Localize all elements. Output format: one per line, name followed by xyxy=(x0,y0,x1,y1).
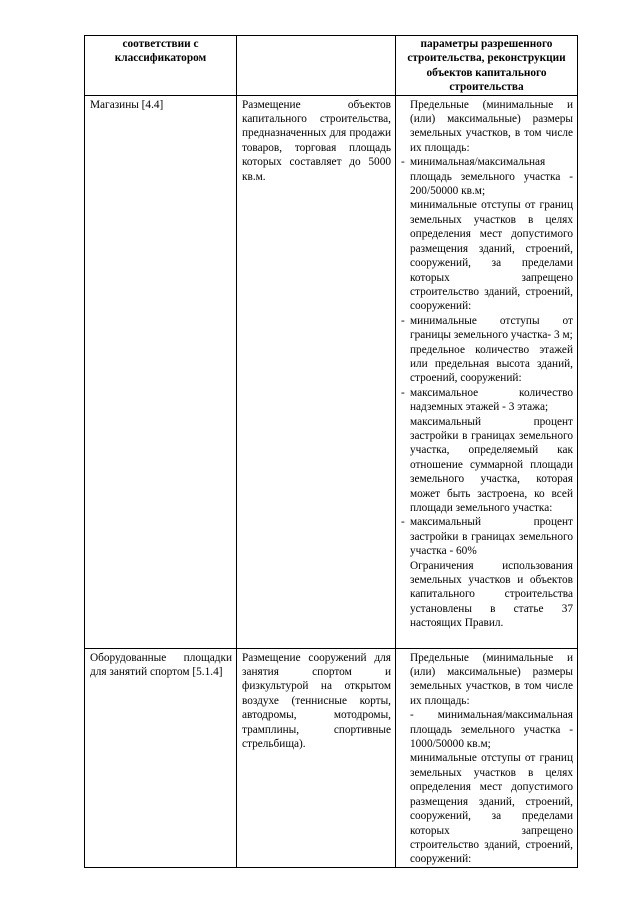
header-text xyxy=(237,36,395,37)
use-description: Размещение сооружений для занятия спортом и физкультурой на открытом воздухе (теннисные корты, автодромы, мотодромы, трамплины, спортивные стрельбища). xyxy=(242,651,391,751)
parameter-line: предельное количество этажей или предельная высота зданий, строений, сооружений: xyxy=(410,343,573,385)
regulations-table xyxy=(84,35,578,868)
parameter-line: Предельные (минимальные и (или) максимальные) размеры земельных участков, в том числе их площадь: xyxy=(410,651,573,707)
header-cell-empty xyxy=(237,36,396,96)
use-name: Оборудованные площадки для занятий спортом [5.1.4] xyxy=(90,651,232,679)
parameters-cell xyxy=(396,648,578,867)
parameter-line: - минимальная/максимальная площадь земельного участка - 1000/50000 кв.м; xyxy=(410,709,576,751)
table-row xyxy=(85,95,578,648)
header-cell-classifier xyxy=(85,36,237,96)
table-header-row xyxy=(85,36,578,96)
use-description: Размещение объектов капитального строительства, предназначенных для продажи товаров, торговая площадь которых составляет до 5000 кв.м. xyxy=(242,98,391,183)
header-text: параметры разрешенного строительства, реконструкции объектов капитального строительства xyxy=(407,38,566,94)
use-name-cell xyxy=(85,95,237,648)
parameter-line: минимальные отступы от границ земельных участков в целях определения мест допустимого размещения зданий, строений, сооружений, за пределами которых запрещено строительство зданий, строений, сооружений: xyxy=(410,752,573,866)
parameter-line: - минимальные отступы от границы земельного участка- 3 м; xyxy=(410,314,573,343)
table-row xyxy=(85,648,578,867)
parameter-line: Ограничения использования земельных участков и объектов капитального строительства установлены в статье 37 настоящих Правил. xyxy=(410,559,573,630)
parameters-list xyxy=(396,649,577,867)
parameter-line: минимальные отступы от границ земельных участков в целях определения мест допустимого размещения зданий, строений, сооружений, за пределами которых запрещено строительство зданий, строений, сооружений: xyxy=(410,199,573,313)
parameter-line: максимальный процент застройки в границах земельного участка, определяемый как отношение суммарной площади земельного участка, которая может быть застроена, ко всей площади земельного участка: xyxy=(410,415,573,514)
use-description-cell xyxy=(237,95,396,648)
header-text: соответствии с классификатором xyxy=(114,38,207,65)
parameters-cell xyxy=(396,95,578,648)
parameter-line: - минимальная/максимальная площадь земельного участка - 200/50000 кв.м; xyxy=(410,155,573,198)
parameters-list xyxy=(396,96,577,631)
use-description-cell xyxy=(237,648,396,867)
parameter-line: - максимальный процент застройки в границах земельного участка - 60% xyxy=(410,515,573,558)
header-cell-parameters xyxy=(396,36,578,96)
parameter-line: - максимальное количество надземных этажей - 3 этажа; xyxy=(410,386,573,415)
parameter-line: Предельные (минимальные и (или) максимальные) размеры земельных участков, в том числе их площадь: xyxy=(410,98,573,154)
use-name: Магазины [4.4] xyxy=(90,98,164,111)
use-name-cell xyxy=(85,648,237,867)
